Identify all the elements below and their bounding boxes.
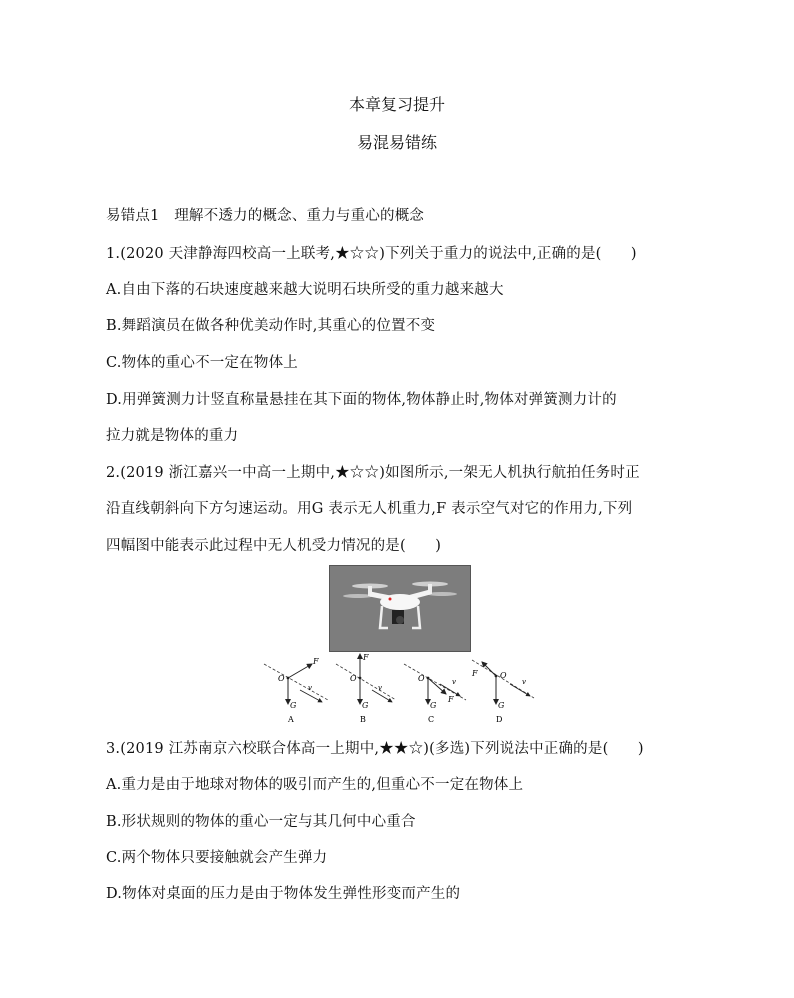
label-o: O bbox=[500, 671, 507, 680]
q2-stem-line2: 沿直线朝斜向下方匀速运动。用G 表示无人机重力,F 表示空气对它的作用力,下列 bbox=[106, 501, 633, 517]
q1-stem: 1.(2020 天津静海四校高一上联考,★☆☆)下列关于重力的说法中,正确的是( ) bbox=[106, 246, 637, 262]
label-f: F bbox=[472, 669, 478, 678]
label-f: F bbox=[448, 695, 454, 704]
force-diagrams bbox=[260, 650, 540, 728]
label-v: v bbox=[308, 684, 312, 692]
diagram-a bbox=[264, 657, 328, 724]
label-g: G bbox=[498, 701, 505, 710]
label-g: G bbox=[290, 701, 297, 710]
drone-photo bbox=[329, 565, 471, 652]
label-o: O bbox=[350, 674, 357, 683]
chapter-title: 本章复习提升 bbox=[348, 95, 445, 114]
option-label-c: C bbox=[428, 715, 435, 724]
q2-stem-line1: 2.(2019 浙江嘉兴一中高一上期中,★☆☆)如图所示,一架无人机执行航拍任务时正 bbox=[106, 465, 640, 481]
diagram-c bbox=[404, 664, 466, 724]
label-g: G bbox=[362, 701, 369, 710]
error-point-1-heading: 易错点1 理解不透力的概念、重力与重心的概念 bbox=[106, 208, 425, 224]
label-f: F bbox=[313, 657, 319, 666]
q3-option-a: A.重力是由于地球对物体的吸引而产生的,但重心不一定在物体上 bbox=[106, 777, 524, 793]
option-label-b: B bbox=[360, 715, 366, 724]
diagram-b bbox=[336, 653, 396, 724]
drone-icon bbox=[330, 566, 470, 651]
option-label-a: A bbox=[288, 715, 294, 724]
q3-stem: 3.(2019 江苏南京六校联合体高一上期中,★★☆)(多选)下列说法中正确的是( ) bbox=[106, 741, 644, 757]
section-title: 易混易错练 bbox=[356, 133, 437, 152]
q3-option-b: B.形状规则的物体的重心一定与其几何中心重合 bbox=[106, 814, 416, 830]
q1-option-b: B.舞蹈演员在做各种优美动作时,其重心的位置不变 bbox=[106, 318, 436, 334]
label-f: F bbox=[363, 653, 369, 662]
label-o: O bbox=[418, 674, 425, 683]
label-v: v bbox=[522, 678, 526, 686]
diagram-d bbox=[471, 660, 534, 724]
label-g: G bbox=[430, 701, 437, 710]
q1-option-a: A.自由下落的石块速度越来越大说明石块所受的重力越来越大 bbox=[106, 282, 504, 298]
label-o: O bbox=[278, 674, 285, 683]
q1-option-d-cont: 拉力就是物体的重力 bbox=[106, 428, 239, 444]
q3-option-d: D.物体对桌面的压力是由于物体发生弹性形变而产生的 bbox=[106, 886, 461, 902]
q1-option-d: D.用弹簧测力计竖直称量悬挂在其下面的物体,物体静止时,物体对弹簧测力计的 bbox=[106, 392, 617, 408]
q1-option-c: C.物体的重心不一定在物体上 bbox=[106, 355, 298, 371]
q3-option-c: C.两个物体只要接触就会产生弹力 bbox=[106, 850, 328, 866]
label-v: v bbox=[378, 684, 382, 692]
option-label-d: D bbox=[496, 715, 503, 724]
label-v: v bbox=[452, 678, 456, 686]
q2-stem-line3: 四幅图中能表示此过程中无人机受力情况的是( ) bbox=[106, 538, 442, 554]
